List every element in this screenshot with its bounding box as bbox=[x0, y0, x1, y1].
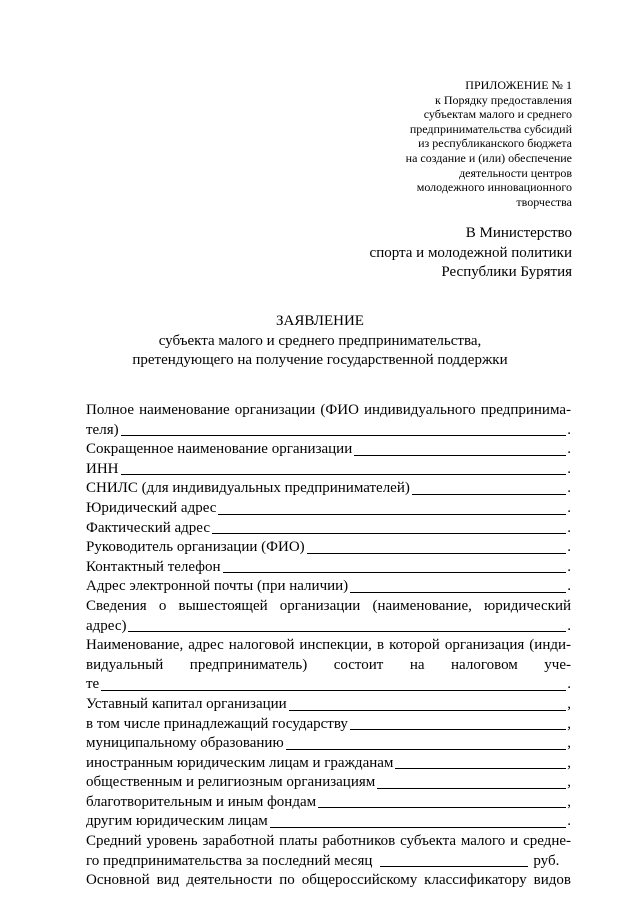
punctuation: , bbox=[567, 754, 571, 771]
capital-charity-field[interactable] bbox=[318, 793, 566, 808]
appendix-line: деятельности центров bbox=[459, 165, 572, 180]
addressee-line: В Министерство bbox=[465, 225, 572, 241]
appendix-block bbox=[342, 78, 572, 209]
currency-unit: руб. bbox=[533, 852, 560, 869]
appendix-line: на создание и (или) обеспечение bbox=[405, 150, 572, 165]
salary-field[interactable] bbox=[380, 852, 528, 867]
appendix-line: к Порядку предоставления bbox=[434, 92, 572, 107]
punctuation: . bbox=[567, 558, 571, 575]
addressee-block bbox=[282, 224, 572, 283]
capital-municipal-row bbox=[86, 734, 571, 754]
head-field[interactable] bbox=[307, 539, 567, 554]
field-label: другим юридическим лицам bbox=[86, 813, 268, 830]
full-name-label: Полное наименование организации (ФИО индивидуального предпринима- bbox=[86, 402, 571, 418]
capital-other-row bbox=[86, 812, 571, 832]
punctuation: , bbox=[567, 695, 571, 712]
capital-state-field[interactable] bbox=[350, 715, 566, 730]
application-form bbox=[86, 401, 571, 891]
punctuation: . bbox=[567, 499, 571, 516]
field-label: теля) bbox=[86, 421, 119, 438]
salary-label: Средний уровень заработной платы работников субъекта малого и средне- bbox=[86, 833, 571, 850]
punctuation: . bbox=[567, 460, 571, 477]
snils-field[interactable] bbox=[412, 480, 566, 495]
short-name-row bbox=[86, 440, 571, 460]
actual-address-field[interactable] bbox=[212, 519, 566, 534]
field-label: адрес) bbox=[86, 617, 127, 634]
parent-org-label: Сведения о вышестоящей организации (наименование, юридический bbox=[86, 597, 571, 614]
appendix-line: молодежного инновационного bbox=[416, 180, 572, 195]
parent-org-field[interactable] bbox=[128, 617, 566, 632]
document-title bbox=[0, 312, 640, 371]
field-label: СНИЛС (для индивидуальных предпринимателей) bbox=[86, 480, 410, 497]
punctuation: . bbox=[567, 676, 571, 693]
head-row bbox=[86, 538, 571, 558]
full-name-field[interactable] bbox=[121, 421, 567, 436]
capital-foreign-row bbox=[86, 754, 571, 774]
field-label: муниципальному образованию bbox=[86, 735, 284, 752]
title-subtitle: претендующего на получение государственной поддержки bbox=[132, 352, 508, 369]
phone-row bbox=[86, 558, 571, 578]
appendix-line: ПРИЛОЖЕНИЕ № 1 bbox=[465, 78, 572, 92]
appendix-line: предпринимательства субсидий bbox=[409, 121, 572, 136]
punctuation: , bbox=[567, 793, 571, 810]
punctuation: . bbox=[567, 539, 571, 556]
punctuation: . bbox=[567, 519, 571, 536]
salary-row bbox=[86, 852, 571, 872]
phone-field[interactable] bbox=[223, 558, 567, 573]
field-label: благотворительным и иным фондам bbox=[86, 793, 317, 810]
capital-charity-row bbox=[86, 793, 571, 813]
capital-state-row bbox=[86, 715, 571, 735]
field-label: Руководитель организации (ФИО) bbox=[86, 539, 305, 556]
activity-label: Основной вид деятельности по общероссийскому классификатору видов bbox=[86, 872, 571, 889]
punctuation: . bbox=[567, 421, 571, 438]
email-row bbox=[86, 577, 571, 597]
short-name-field[interactable] bbox=[354, 441, 566, 456]
appendix-line: творчества bbox=[516, 194, 572, 209]
tax-office-row bbox=[86, 675, 571, 695]
capital-row bbox=[86, 695, 571, 715]
capital-religious-field[interactable] bbox=[377, 774, 566, 789]
inn-field[interactable] bbox=[121, 460, 567, 475]
field-label: в том числе принадлежащий государству bbox=[86, 715, 348, 732]
snils-row bbox=[86, 479, 571, 499]
field-label: Фактический адрес bbox=[86, 519, 210, 536]
punctuation: , bbox=[567, 735, 571, 752]
actual-address-row bbox=[86, 519, 571, 539]
field-label: ИНН bbox=[86, 460, 119, 477]
field-label: общественным и религиозным организациям bbox=[86, 774, 376, 791]
capital-municipal-field[interactable] bbox=[286, 735, 567, 750]
appendix-line: из республиканского бюджета bbox=[418, 136, 572, 151]
legal-address-field[interactable] bbox=[218, 500, 566, 515]
title-heading: ЗАЯВЛЕНИЕ bbox=[276, 313, 364, 329]
full-name-row bbox=[86, 421, 571, 441]
capital-religious-row bbox=[86, 773, 571, 793]
field-label: те bbox=[86, 676, 100, 693]
punctuation: , bbox=[567, 715, 571, 732]
field-label: Контактный телефон bbox=[86, 558, 221, 575]
capital-foreign-field[interactable] bbox=[395, 754, 566, 769]
email-field[interactable] bbox=[350, 578, 566, 593]
tax-office-label: Наименование, адрес налоговой инспекции, в которой организация (инди- bbox=[86, 637, 571, 654]
punctuation: , bbox=[567, 774, 571, 791]
parent-org-row bbox=[86, 617, 571, 637]
addressee-line: спорта и молодежной политики bbox=[369, 244, 572, 261]
punctuation: . bbox=[567, 441, 571, 458]
field-label: иностранным юридическим лицам и гражданам bbox=[86, 754, 394, 771]
field-label: Юридический адрес bbox=[86, 499, 217, 516]
capital-field[interactable] bbox=[289, 696, 567, 711]
punctuation: . bbox=[567, 617, 571, 634]
field-label: Адрес электронной почты (при наличии) bbox=[86, 578, 349, 595]
field-label: Сокращенное наименование организации bbox=[86, 441, 353, 458]
punctuation: . bbox=[567, 813, 571, 830]
punctuation: . bbox=[567, 480, 571, 497]
punctuation: . bbox=[567, 578, 571, 595]
field-label: го предпринимательства за последний месяц bbox=[86, 852, 373, 869]
inn-row bbox=[86, 460, 571, 480]
addressee-line: Республики Бурятия bbox=[441, 264, 572, 281]
tax-office-label: видуальный предприниматель) состоит на налоговом уче- bbox=[86, 656, 571, 673]
appendix-line: субъектам малого и среднего bbox=[423, 107, 572, 122]
title-subtitle: субъекта малого и среднего предпринимательства, bbox=[158, 332, 482, 349]
legal-address-row bbox=[86, 499, 571, 519]
capital-other-field[interactable] bbox=[270, 813, 567, 828]
tax-office-field[interactable] bbox=[101, 676, 566, 691]
field-label: Уставный капитал организации bbox=[86, 695, 287, 712]
